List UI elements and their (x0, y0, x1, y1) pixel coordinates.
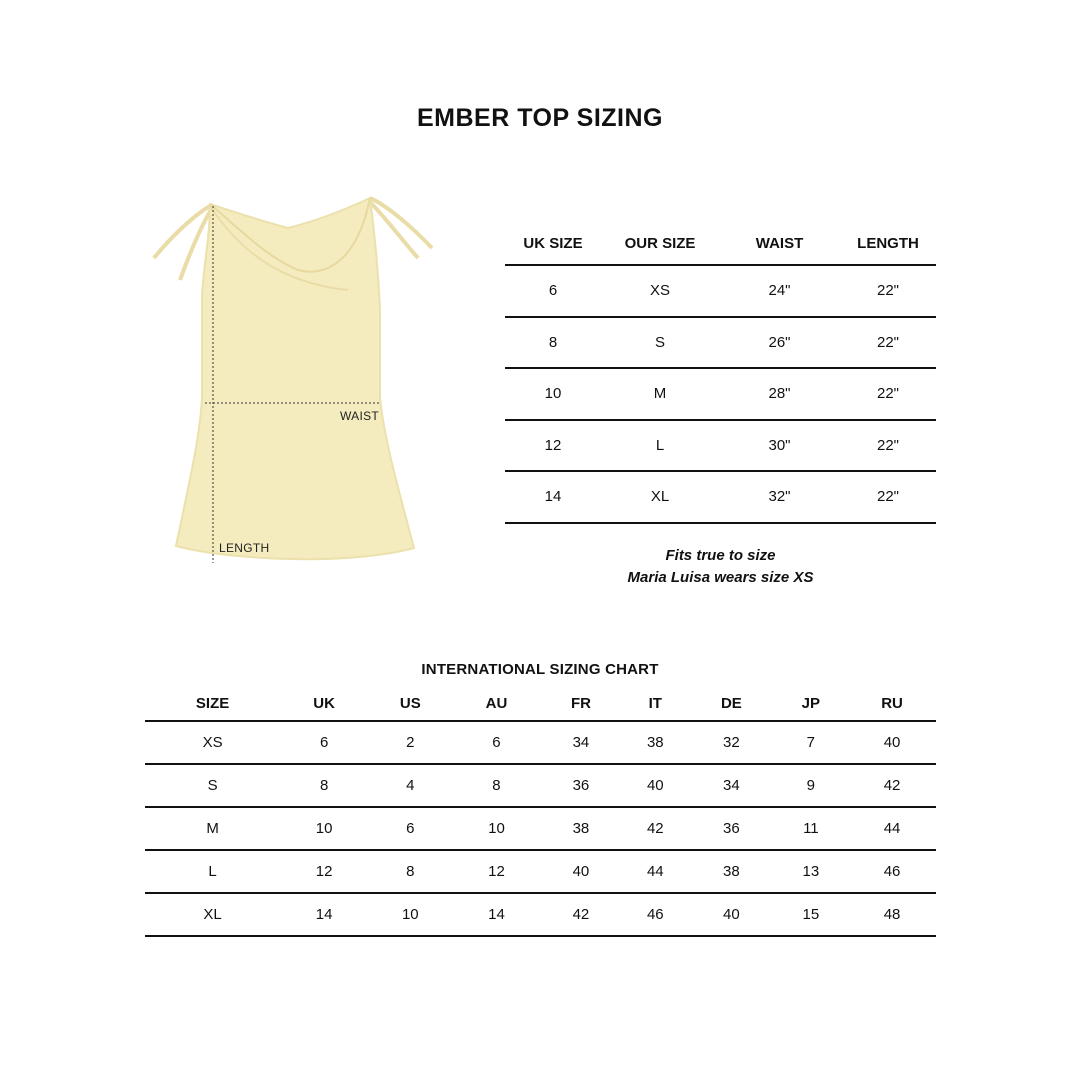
waist-label: WAIST (340, 409, 380, 423)
table-cell: XS (601, 265, 719, 317)
table-cell: 6 (505, 265, 601, 317)
table-cell: 32" (719, 471, 840, 523)
header-length: LENGTH (840, 222, 936, 265)
table-cell: XS (145, 721, 280, 764)
table-cell: 14 (453, 893, 541, 936)
header-fr: FR (540, 686, 621, 721)
table-cell: 22" (840, 317, 936, 369)
table-cell: 22" (840, 420, 936, 472)
table-cell: 48 (848, 893, 936, 936)
size-table-header-row (505, 222, 936, 265)
table-cell: 12 (453, 850, 541, 893)
garment-illustration (148, 188, 440, 573)
table-cell: 40 (689, 893, 774, 936)
page-title: EMBER TOP SIZING (416, 104, 663, 132)
table-cell: 26" (719, 317, 840, 369)
table-cell: 38 (621, 721, 689, 764)
table-cell: 10 (505, 368, 601, 420)
table-cell: 12 (280, 850, 368, 893)
top-garment-image (148, 188, 440, 573)
table-cell: 42 (848, 764, 936, 807)
header-ru: RU (848, 686, 936, 721)
table-cell: 6 (280, 721, 368, 764)
table-cell: 38 (540, 807, 621, 850)
header-our-size: OUR SIZE (601, 222, 719, 265)
table-cell: 22" (840, 265, 936, 317)
table-row (145, 764, 936, 807)
table-cell: 34 (689, 764, 774, 807)
table-cell: XL (145, 893, 280, 936)
table-cell: 9 (774, 764, 848, 807)
international-chart-title: INTERNATIONAL SIZING CHART (421, 661, 659, 678)
size-table (505, 222, 936, 524)
header-size: SIZE (145, 686, 280, 721)
header-us: US (368, 686, 453, 721)
table-cell: 40 (848, 721, 936, 764)
table-cell: 36 (540, 764, 621, 807)
table-cell: 7 (774, 721, 848, 764)
table-cell: XL (601, 471, 719, 523)
table-cell: 30" (719, 420, 840, 472)
table-cell: 4 (368, 764, 453, 807)
table-row (505, 265, 936, 317)
table-cell: 8 (505, 317, 601, 369)
table-cell: 6 (453, 721, 541, 764)
table-cell: 14 (505, 471, 601, 523)
table-cell: 6 (368, 807, 453, 850)
table-cell: 12 (505, 420, 601, 472)
table-cell: 13 (774, 850, 848, 893)
table-cell: 44 (621, 850, 689, 893)
table-row (145, 850, 936, 893)
header-uk-size: UK SIZE (505, 222, 601, 265)
table-cell: 14 (280, 893, 368, 936)
header-jp: JP (774, 686, 848, 721)
table-cell: 8 (368, 850, 453, 893)
table-cell: 24" (719, 265, 840, 317)
table-cell: 46 (848, 850, 936, 893)
table-cell: 32 (689, 721, 774, 764)
table-cell: 46 (621, 893, 689, 936)
header-waist: WAIST (719, 222, 840, 265)
intl-header-row (145, 686, 936, 721)
table-cell: 34 (540, 721, 621, 764)
table-cell: 10 (280, 807, 368, 850)
fit-note-line: Maria Luisa wears size XS (627, 569, 814, 586)
table-cell: 40 (621, 764, 689, 807)
header-it: IT (621, 686, 689, 721)
table-cell: L (601, 420, 719, 472)
fit-note (505, 545, 936, 589)
header-au: AU (453, 686, 541, 721)
table-cell: M (601, 368, 719, 420)
table-row (505, 368, 936, 420)
table-cell: 8 (453, 764, 541, 807)
table-cell: S (145, 764, 280, 807)
table-cell: 10 (368, 893, 453, 936)
table-cell: L (145, 850, 280, 893)
table-row (505, 471, 936, 523)
table-cell: 42 (621, 807, 689, 850)
header-de: DE (689, 686, 774, 721)
table-row (505, 317, 936, 369)
table-cell: 28" (719, 368, 840, 420)
table-cell: 38 (689, 850, 774, 893)
table-cell: 2 (368, 721, 453, 764)
table-cell: S (601, 317, 719, 369)
table-cell: 36 (689, 807, 774, 850)
table-cell: 11 (774, 807, 848, 850)
header-uk: UK (280, 686, 368, 721)
table-cell: 22" (840, 368, 936, 420)
table-cell: 8 (280, 764, 368, 807)
table-row (145, 807, 936, 850)
table-cell: 42 (540, 893, 621, 936)
table-row (505, 420, 936, 472)
length-label: LENGTH (219, 541, 270, 555)
table-cell: 15 (774, 893, 848, 936)
table-cell: 40 (540, 850, 621, 893)
table-cell: M (145, 807, 280, 850)
table-cell: 22" (840, 471, 936, 523)
fit-note-line: Fits true to size (665, 547, 776, 564)
table-cell: 44 (848, 807, 936, 850)
table-cell: 10 (453, 807, 541, 850)
international-sizing-table (145, 686, 936, 937)
table-row (145, 721, 936, 764)
table-row (145, 893, 936, 936)
